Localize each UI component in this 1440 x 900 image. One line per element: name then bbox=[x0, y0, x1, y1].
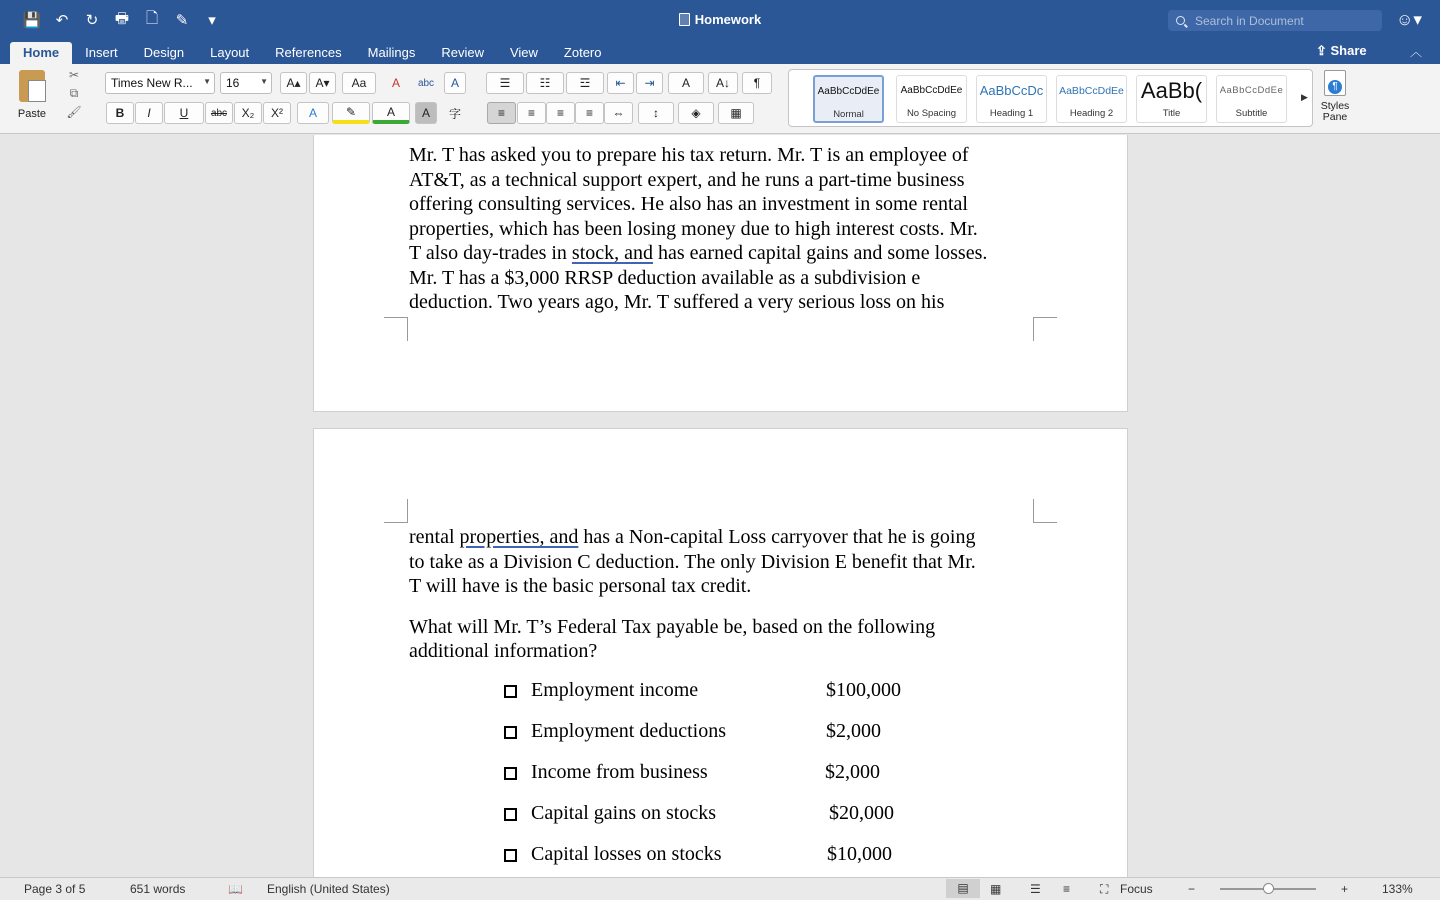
margin-crop-mark bbox=[1033, 317, 1057, 341]
style-heading-1[interactable] bbox=[976, 75, 1047, 123]
text-line: deduction. Two years ago, Mr. T suffered a very serious loss on his bbox=[409, 291, 945, 313]
document-area[interactable] bbox=[0, 135, 1440, 877]
style-name: No Spacing bbox=[906, 108, 957, 119]
text-line: AT&T, as a technical support expert, and he runs a part-time business bbox=[409, 168, 965, 191]
item-label: Income from business bbox=[531, 761, 708, 783]
item-amount: $2,000 bbox=[825, 761, 880, 783]
collapse-ribbon-icon[interactable]: ︿ bbox=[1410, 45, 1423, 59]
style-heading-2[interactable] bbox=[1056, 75, 1127, 123]
share-button[interactable] bbox=[1316, 43, 1367, 59]
item-label: Employment income bbox=[531, 679, 699, 701]
clear-formatting-button[interactable]: A bbox=[391, 76, 400, 90]
ribbon-tabs-bar bbox=[0, 40, 1440, 64]
font-color-button[interactable]: A bbox=[372, 102, 410, 124]
borders-button[interactable]: ▦ bbox=[718, 102, 754, 124]
align-left-button[interactable]: ≡ bbox=[487, 102, 516, 124]
chevron-right-icon[interactable]: ▶ bbox=[1301, 92, 1308, 102]
text-line: additional information? bbox=[409, 640, 598, 662]
style-preview: AaBbCcDc bbox=[979, 83, 1044, 98]
superscript-button[interactable]: X² bbox=[263, 102, 291, 124]
style-name: Heading 1 bbox=[989, 108, 1034, 119]
font-size-select[interactable] bbox=[220, 72, 272, 94]
styles-pane-label: Styles Pane bbox=[1320, 100, 1350, 123]
style-preview: AaBbCcDdEe bbox=[817, 86, 880, 97]
style-preview: AaBbCcDdEe bbox=[1219, 85, 1284, 96]
outline-view-icon[interactable]: ☰ bbox=[1030, 882, 1041, 896]
style-preview: AaBbCcDdEe bbox=[1059, 85, 1124, 97]
line-spacing-button[interactable]: ↕ bbox=[638, 102, 674, 124]
zoom-out-button[interactable]: − bbox=[1188, 882, 1196, 896]
tab-layout[interactable]: Layout bbox=[210, 45, 250, 60]
text-line: properties, which has been losing money due to high interest costs. Mr. bbox=[409, 217, 978, 240]
tab-insert[interactable]: Insert bbox=[85, 45, 118, 60]
align-right-button[interactable]: ≡ bbox=[546, 102, 575, 124]
ribbon-tabs bbox=[10, 42, 614, 64]
item-amount: $20,000 bbox=[829, 802, 894, 824]
cut-icon[interactable]: ✂ bbox=[68, 68, 80, 82]
styles-pane-icon bbox=[1324, 70, 1346, 96]
chevron-down-icon: ▼ bbox=[203, 77, 211, 86]
redo-icon[interactable]: ↻ bbox=[85, 12, 99, 29]
shading-button[interactable]: ◈ bbox=[678, 102, 714, 124]
ribbon-home bbox=[0, 64, 1440, 134]
language-indicator[interactable]: English (United States) bbox=[267, 882, 390, 896]
distributed-button[interactable]: ⇔ bbox=[604, 102, 633, 124]
multilevel-list-button[interactable]: ☲ bbox=[566, 72, 604, 94]
tab-zotero[interactable]: Zotero bbox=[563, 45, 602, 60]
margin-crop-mark bbox=[384, 499, 408, 523]
search-icon bbox=[1176, 16, 1185, 25]
grow-font-button[interactable]: A▴ bbox=[280, 72, 307, 94]
text-line bbox=[409, 525, 1039, 550]
square-bullet-icon bbox=[504, 767, 517, 780]
style-name: Heading 2 bbox=[1069, 108, 1114, 119]
focus-icon: ⛶ bbox=[1100, 882, 1109, 896]
text-line bbox=[409, 241, 1039, 266]
print-icon[interactable]: 🖶 bbox=[114, 9, 130, 27]
text-line: T will have is the basic personal tax credit. bbox=[409, 575, 752, 597]
text-run: has a Non-capital Loss carryover that he is going bbox=[578, 526, 976, 548]
square-bullet-icon bbox=[504, 808, 517, 821]
margin-crop-mark bbox=[384, 317, 408, 341]
word-document-icon bbox=[679, 13, 690, 26]
web-layout-icon[interactable]: ▦ bbox=[990, 882, 1002, 896]
search-input[interactable] bbox=[1195, 14, 1375, 28]
style-name: Title bbox=[1162, 108, 1181, 119]
bullets-button[interactable]: ☰ bbox=[486, 72, 524, 94]
enclose-characters-button[interactable]: 字 bbox=[448, 106, 461, 121]
square-bullet-icon bbox=[504, 685, 517, 698]
zoom-level[interactable]: 133% bbox=[1382, 882, 1413, 896]
item-label: Capital losses on stocks bbox=[531, 843, 722, 865]
page1-text[interactable] bbox=[409, 143, 1039, 315]
text-run: rental bbox=[409, 526, 460, 548]
change-case-button[interactable]: Aa bbox=[342, 72, 376, 94]
feedback-smiley-icon[interactable]: ☺▾ bbox=[1396, 10, 1422, 29]
tab-review[interactable]: Review bbox=[441, 45, 484, 60]
text-line: to take as a Division C deduction. The only Division E benefit that Mr. bbox=[409, 550, 976, 573]
italic-button[interactable]: I bbox=[135, 102, 163, 124]
style-preview: AaBb( bbox=[1140, 78, 1203, 103]
page-previous[interactable] bbox=[313, 135, 1128, 412]
chevron-down-icon: ▼ bbox=[260, 77, 268, 86]
subscript-button[interactable]: X₂ bbox=[234, 102, 262, 124]
undo-icon[interactable]: ↶ bbox=[55, 12, 69, 29]
underline-button[interactable]: U bbox=[164, 102, 204, 124]
save-icon[interactable]: 💾 bbox=[22, 12, 42, 29]
styles-gallery bbox=[788, 69, 1313, 127]
asian-layout-button[interactable]: A bbox=[668, 72, 704, 94]
text-line: offering consulting services. He also has an investment in some rental bbox=[409, 193, 968, 215]
status-bar bbox=[0, 877, 1440, 900]
clipboard-tools bbox=[64, 68, 84, 119]
item-label: Capital gains on stocks bbox=[531, 802, 716, 824]
square-bullet-icon bbox=[504, 726, 517, 739]
style-no-spacing[interactable] bbox=[896, 75, 967, 123]
style-title[interactable] bbox=[1136, 75, 1207, 123]
style-name: Subtitle bbox=[1235, 108, 1268, 119]
show-formatting-marks-button[interactable]: ¶ bbox=[742, 72, 772, 94]
zoom-in-button[interactable]: + bbox=[1341, 882, 1349, 896]
square-bullet-icon bbox=[504, 849, 517, 862]
customize-toolbar-icon[interactable]: ▾ bbox=[208, 12, 216, 29]
numbering-button[interactable]: ☷ bbox=[526, 72, 564, 94]
margin-crop-mark bbox=[1033, 499, 1057, 523]
text-run: T also day-trades in bbox=[409, 242, 572, 264]
increase-indent-button[interactable]: ⇥ bbox=[636, 72, 663, 94]
tab-home[interactable]: Home bbox=[10, 42, 72, 64]
phonetic-guide-button[interactable]: abc bbox=[417, 77, 435, 89]
copy-icon[interactable]: ⧉ bbox=[69, 86, 79, 100]
text-line: Mr. T has a $3,000 RRSP deduction available as a subdivision e bbox=[409, 266, 921, 289]
window-title-text: Homework bbox=[694, 12, 762, 27]
style-subtitle[interactable] bbox=[1216, 75, 1287, 123]
align-center-button[interactable]: ≡ bbox=[517, 102, 546, 124]
highlight-color-button[interactable]: ✎ bbox=[332, 102, 370, 124]
page2-text[interactable] bbox=[409, 525, 1039, 664]
text-line: What will Mr. T’s Federal Tax payable be, based on the following bbox=[409, 615, 936, 638]
tab-mailings[interactable]: Mailings bbox=[367, 45, 416, 60]
text-line: Mr. T has asked you to prepare his tax return. Mr. T is an employee of bbox=[409, 144, 969, 166]
font-name-value: Times New R... bbox=[111, 76, 193, 90]
item-label: Employment deductions bbox=[531, 720, 726, 742]
zoom-slider-handle[interactable] bbox=[1263, 883, 1274, 894]
sort-button[interactable]: A↓ bbox=[708, 72, 738, 94]
decrease-indent-button[interactable]: ⇤ bbox=[607, 72, 634, 94]
share-icon: ⇪ bbox=[1316, 43, 1331, 58]
tab-view[interactable]: View bbox=[509, 45, 538, 60]
share-label: Share bbox=[1330, 43, 1367, 58]
style-normal[interactable] bbox=[813, 75, 884, 123]
page-current[interactable] bbox=[313, 428, 1128, 877]
bold-button[interactable]: B bbox=[106, 102, 134, 124]
new-document-icon[interactable]: 🗋 bbox=[145, 9, 159, 27]
proofing-icon[interactable]: 📖 bbox=[228, 882, 243, 896]
grammar-underline[interactable]: stock, and bbox=[571, 242, 654, 264]
font-size-value: 16 bbox=[226, 76, 240, 90]
format-painter-icon[interactable]: 🖌 bbox=[66, 105, 82, 119]
style-name: Normal bbox=[833, 109, 864, 120]
word-count[interactable]: 651 words bbox=[130, 882, 186, 896]
paste-button[interactable] bbox=[10, 68, 54, 120]
strikethrough-button[interactable]: abc bbox=[205, 102, 233, 124]
tab-references[interactable]: References bbox=[275, 45, 342, 60]
paste-label: Paste bbox=[17, 108, 47, 120]
text-run: has earned capital gains and some losses. bbox=[653, 242, 988, 264]
focus-button[interactable]: Focus bbox=[1120, 882, 1153, 896]
print-layout-icon[interactable]: ▤ bbox=[946, 879, 980, 898]
tab-design[interactable]: Design bbox=[143, 45, 185, 60]
character-shading-button[interactable]: A bbox=[415, 102, 437, 124]
grammar-underline[interactable]: properties, and bbox=[459, 526, 579, 548]
font-name-select[interactable] bbox=[105, 72, 215, 94]
character-border-button[interactable]: A bbox=[444, 72, 466, 94]
edit-icon[interactable]: ✎ bbox=[175, 12, 189, 29]
title-bar bbox=[0, 0, 1440, 40]
draft-view-icon[interactable]: ≡ bbox=[1063, 882, 1071, 896]
item-amount: $100,000 bbox=[826, 679, 901, 701]
page-count[interactable]: Page 3 of 5 bbox=[24, 882, 86, 896]
justify-button[interactable]: ≡ bbox=[575, 102, 604, 124]
styles-pane-button[interactable] bbox=[1318, 70, 1352, 123]
text-effects-button[interactable]: A bbox=[297, 102, 329, 124]
clipboard-icon bbox=[19, 70, 45, 102]
item-amount: $10,000 bbox=[827, 843, 892, 865]
search-box[interactable] bbox=[1168, 10, 1382, 31]
style-preview: AaBbCcDdEe bbox=[900, 85, 963, 96]
shrink-font-button[interactable]: A▾ bbox=[309, 72, 336, 94]
item-amount: $2,000 bbox=[826, 720, 881, 742]
